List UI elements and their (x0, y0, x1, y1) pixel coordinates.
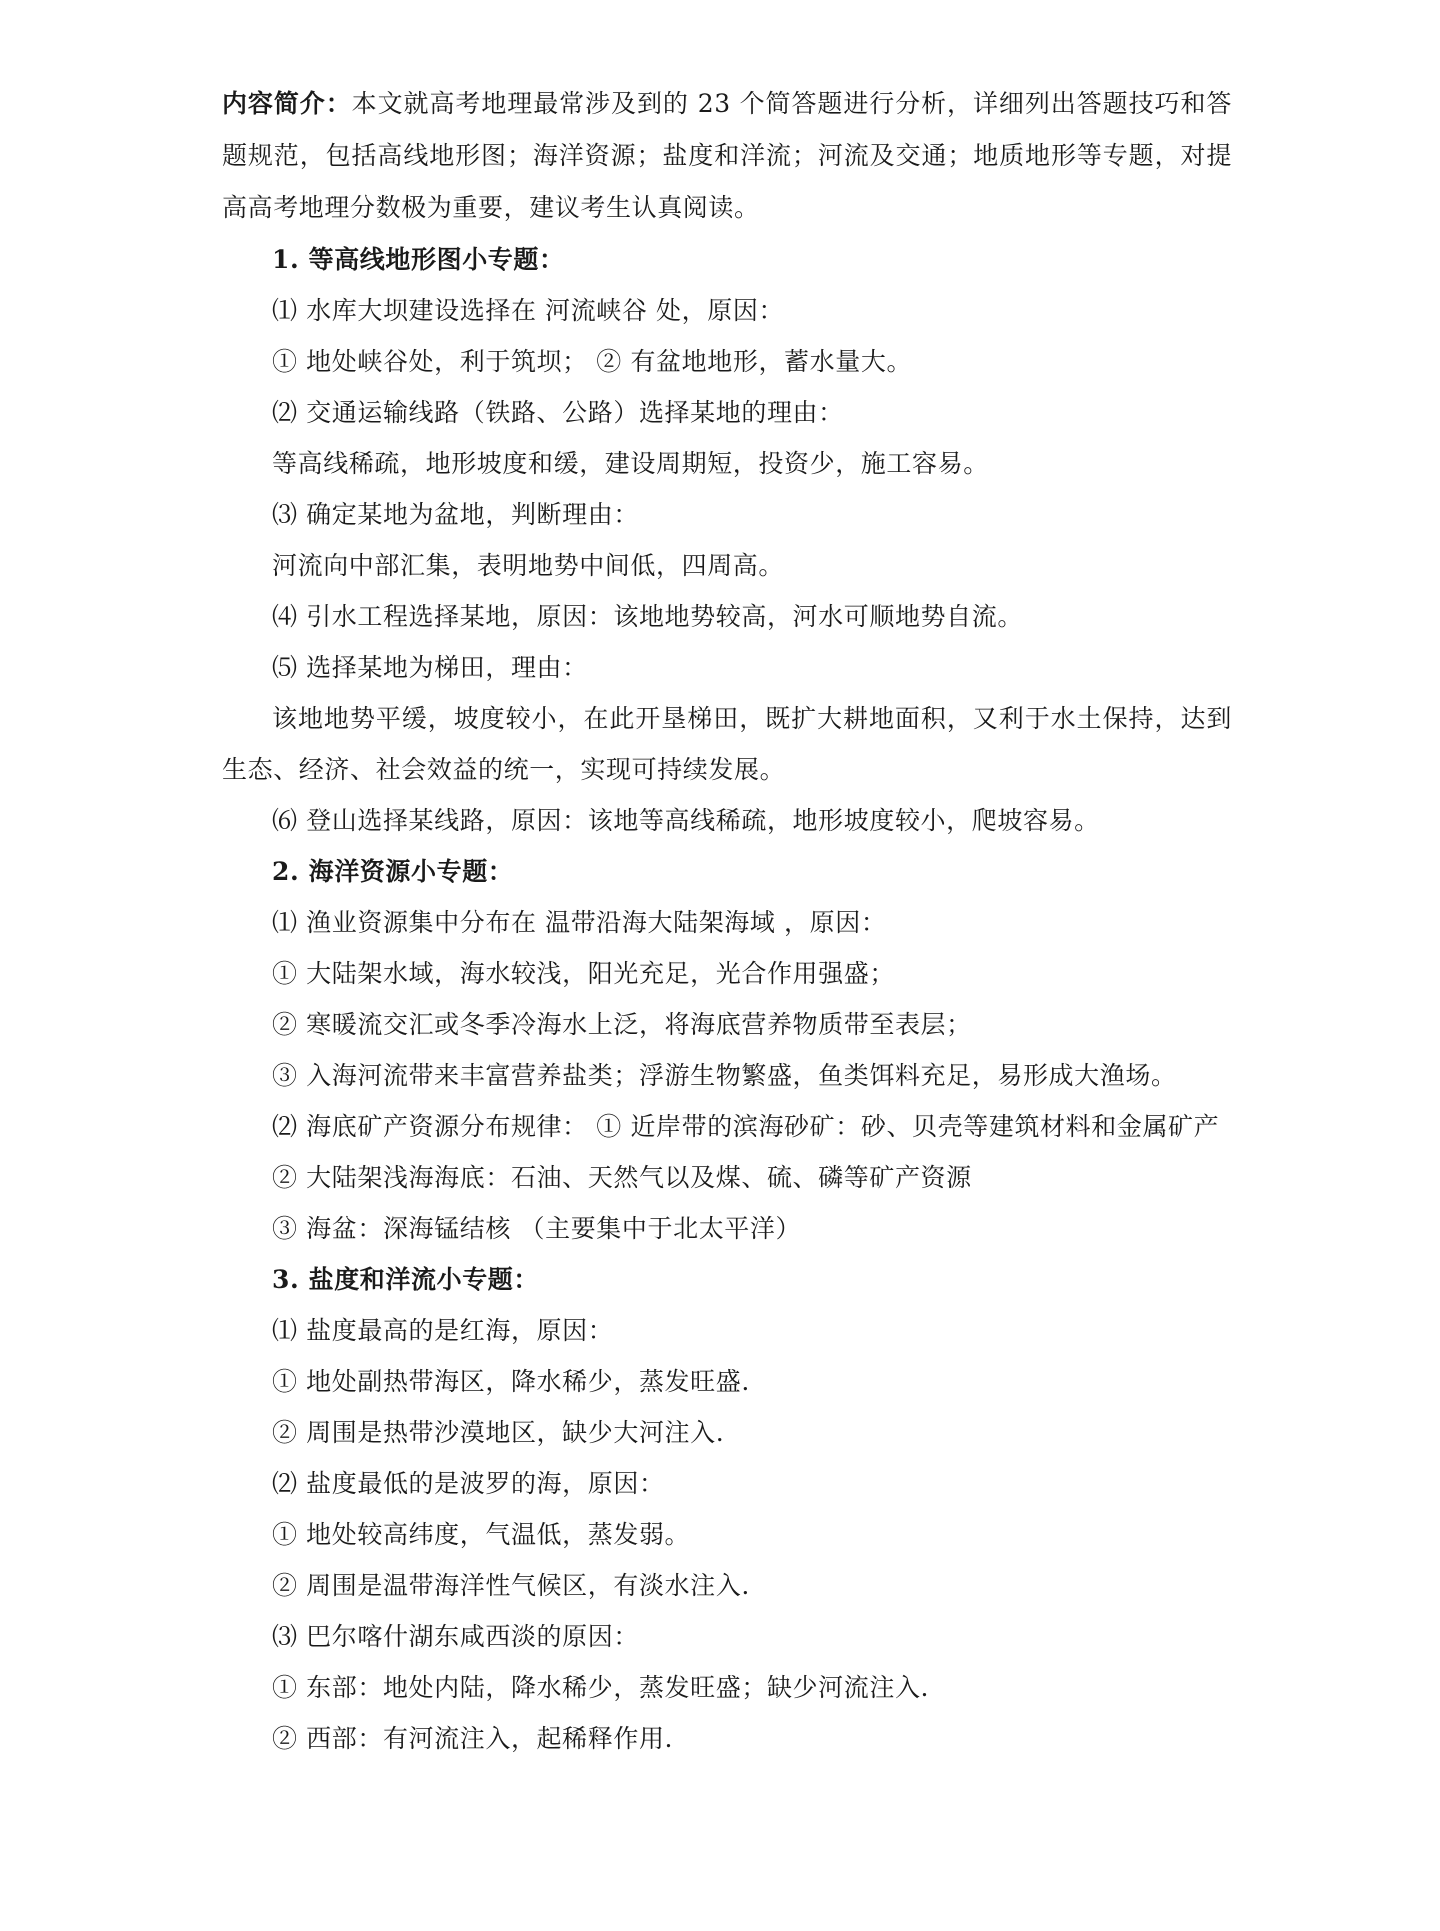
text-line: ⑵ 交通运输线路（铁路、公路）选择某地的理由： (272, 398, 844, 427)
text-line: ⑴ 盐度最高的是红海，原因： (272, 1316, 614, 1345)
text-line: ② 寒暖流交汇或冬季冷海水上泛，将海底营养物质带至表层； (272, 1010, 972, 1039)
intro-paragraph (222, 78, 1232, 234)
intro-lead: 内容简介： (222, 89, 352, 118)
document-page (222, 78, 1232, 1764)
text-line: ⑸ 选择某地为梯田，理由： (272, 653, 588, 682)
text-line: ⑶ 确定某地为盆地，判断理由： (272, 500, 639, 529)
text-line: 等高线稀疏，地形坡度和缓，建设周期短，投资少，施工容易。 (272, 449, 989, 478)
text-line: ⑶ 巴尔喀什湖东咸西淡的原因： (272, 1622, 639, 1651)
section-heading: 3. 盐度和洋流小专题： (272, 1265, 540, 1294)
text-line: ② 周围是热带沙漠地区，缺少大河注入. (272, 1418, 725, 1447)
intro-text: 本文就高考地理最常涉及到的 23 个简答题进行分析，详细列出答题技巧和答题规范，包括高线地形图；海洋资源；盐度和洋流；河流及交通；地质地形等专题，对提高高考地理分数极为重要，建议考生认真阅读。 (222, 89, 1232, 222)
text-line: ① 东部：地处内陆，降水稀少，蒸发旺盛；缺少河流注入. (272, 1673, 930, 1702)
text-line: ② 周围是温带海洋性气候区，有淡水注入. (272, 1571, 750, 1600)
text-paragraph: 该地地势平缓，坡度较小，在此开垦梯田，既扩大耕地面积，又利于水土保持，达到生态、经济、社会效益的统一，实现可持续发展。 (222, 704, 1232, 784)
text-line: ⑴ 水库大坝建设选择在 河流峡谷 处，原因： (272, 296, 785, 325)
section-heading: 2. 海洋资源小专题： (272, 857, 514, 886)
section-salinity-currents (222, 1254, 1232, 1764)
text-line: ① 地处峡谷处，利于筑坝； ② 有盆地地形，蓄水量大。 (272, 347, 913, 376)
text-line: ① 地处较高纬度，气温低，蒸发弱。 (272, 1520, 691, 1549)
text-line: ② 西部：有河流注入，起稀释作用. (272, 1724, 674, 1753)
text-line: ② 大陆架浅海海底：石油、天然气以及煤、硫、磷等矿产资源 (272, 1163, 972, 1192)
text-line: ③ 入海河流带来丰富营养盐类；浮游生物繁盛，鱼类饵料充足，易形成大渔场。 (272, 1061, 1177, 1090)
text-line: ⑷ 引水工程选择某地，原因：该地地势较高，河水可顺地势自流。 (272, 602, 1023, 631)
section-contour-map (222, 234, 1232, 846)
text-line: ⑵ 海底矿产资源分布规律： ① 近岸带的滨海砂矿：砂、贝壳等建筑材料和金属矿产 (272, 1112, 1220, 1141)
text-line: 河流向中部汇集，表明地势中间低，四周高。 (272, 551, 785, 580)
section-marine-resources (222, 846, 1232, 1254)
text-line: ① 地处副热带海区，降水稀少，蒸发旺盛. (272, 1367, 750, 1396)
section-heading: 1. 等高线地形图小专题： (272, 245, 565, 274)
text-line: ③ 海盆：深海锰结核 （主要集中于北太平洋） (272, 1214, 802, 1243)
text-line: ⑴ 渔业资源集中分布在 温带沿海大陆架海域 ，原因： (272, 908, 887, 937)
text-line: ① 大陆架水域，海水较浅，阳光充足，光合作用强盛； (272, 959, 895, 988)
text-line: ⑵ 盐度最低的是波罗的海，原因： (272, 1469, 665, 1498)
text-line: ⑹ 登山选择某线路，原因：该地等高线稀疏，地形坡度较小，爬坡容易。 (272, 806, 1100, 835)
